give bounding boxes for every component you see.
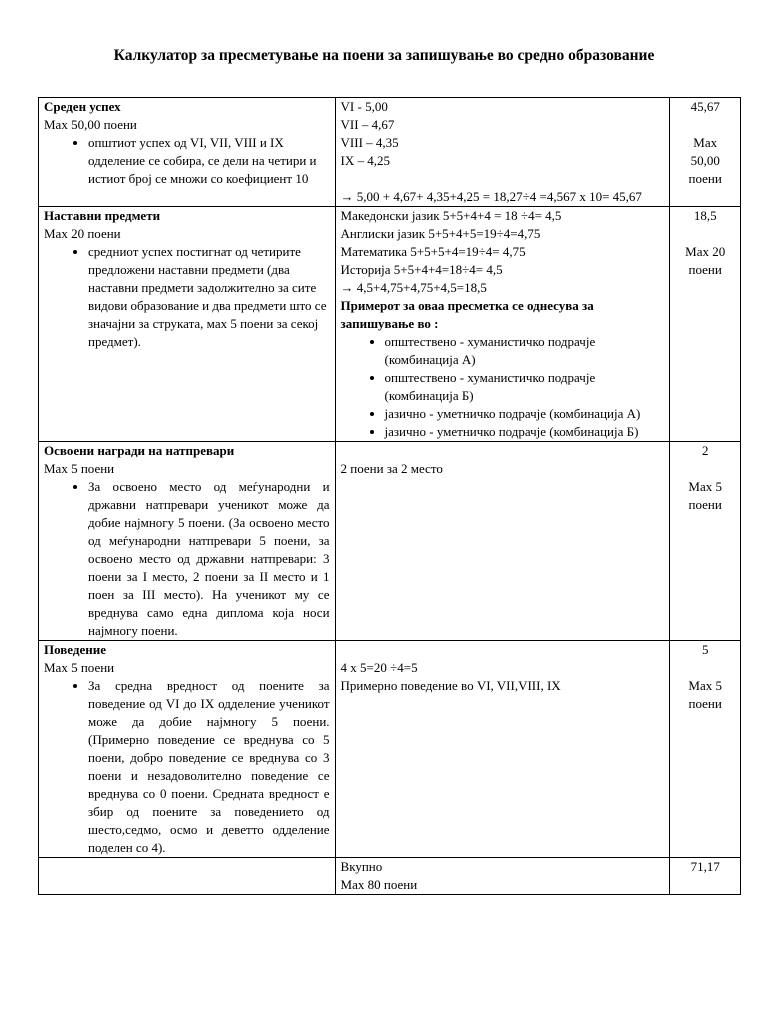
criterion-description (44, 134, 330, 188)
list-item: • јазично - уметничко подрачје (комбинација Б) (385, 423, 665, 441)
list-item: • средниот успех постигнат од четирите предложени наставни предмети (два наставни предмети задолжително за сите видови образование и два предмети што се значајни за струката, мах 5 поени за секој предмет). (88, 243, 330, 351)
list-item: • општиот успех од VI, VII, VIII и IX одделение се собира, се дели на четири и истиот број се множи со коефициент 10 (88, 134, 330, 188)
calculation-cell (335, 442, 670, 641)
total-max: Max 80 поени (340, 877, 418, 892)
criterion-max: Max 50,00 поени (44, 117, 137, 132)
list-item: • јазично - уметничко подрачје (комбинација А) (385, 405, 665, 423)
page-title: Калкулатор за пресметување на поени за запишување во средно образование (113, 47, 655, 64)
calc-line: Математика 5+5+5+4=19÷4= 4,75 (340, 244, 526, 259)
note-list (341, 333, 665, 441)
list-item: • За средна вредност од поените за поведение од VI до IX одделение ученикот може да добие најмногу 5 поени. (Примерно поведение се вреднува со 5 поени, добро поведение се вреднува со 3 поени и незадоволително поведение се вреднува со 0 поени. Средната вредност е збир од поените за поведението од шесто,седмо, осмо и деветто одделение поделен со 4). (88, 677, 330, 857)
calc-line: 2 поени за 2 место (340, 461, 443, 476)
criterion-description (44, 478, 330, 640)
total-label-cell (335, 858, 670, 895)
calc-line: VII – 4,67 (340, 117, 395, 132)
calc-line: Англиски јазик 5+5+4+5=19÷4=4,75 (340, 226, 541, 241)
points-table (38, 97, 741, 895)
calc-line: VI - 5,00 (340, 99, 388, 114)
list-item: • општествено - хуманистичко подрачје (комбинација Б) (385, 369, 665, 405)
points-max: поени (688, 262, 722, 277)
points-max: Max (693, 135, 718, 150)
calc-line: VIII – 4,35 (340, 135, 399, 150)
calc-line: → 4,5+4,75+4,75+4,5=18,5 (340, 280, 487, 295)
calc-line: Примерно поведение во VI, VII,VIII, IX (340, 678, 561, 693)
points-max: поени (688, 696, 722, 711)
list-item: • За освоено место од меѓународни и државни натпревари ученикот може да добие најмногу 5 поени. (За освоено место од меѓународни натпревари 5 поени, за освоено место од државни натпревари: 3 поени за I место, 2 поени за II место и 1 поен за III место). На ученикот му се вреднува само една диплома која носи најмногу поени. (88, 478, 330, 640)
list-item: • општествено - хуманистичко подрачје (комбинација А) (385, 333, 665, 369)
criterion-max: Max 5 поени (44, 660, 115, 675)
points-cell (670, 207, 741, 442)
criterion-max: Max 20 поени (44, 226, 121, 241)
points-cell (670, 98, 741, 207)
criterion-heading: Среден успех (44, 99, 121, 114)
table-row (39, 442, 741, 641)
calc-line: Македонски јазик 5+5+4+4 = 18 ÷4= 4,5 (340, 208, 562, 223)
points-max: Max 5 (688, 479, 722, 494)
points-cell (670, 442, 741, 641)
points-max: Max 20 (685, 244, 726, 259)
calculation-cell (335, 98, 670, 207)
calc-line: Историја 5+5+4+4=18÷4= 4,5 (340, 262, 503, 277)
calc-note: Примерот за оваа пресметка се однесува за запишување во : (340, 298, 594, 331)
points-max: поени (688, 497, 722, 512)
criterion-max: Max 5 поени (44, 461, 115, 476)
points-max: Max 5 (688, 678, 722, 693)
criterion-cell (39, 207, 336, 442)
criterion-heading: Наставни предмети (44, 208, 161, 223)
calc-result: → 5,00 + 4,67+ 4,35+4,25 = 18,27÷4 =4,567 x 10= 45,67 (340, 189, 642, 204)
criterion-cell (39, 98, 336, 207)
criterion-cell (39, 641, 336, 858)
calc-line: 4 x 5=20 ÷4=5 (340, 660, 418, 675)
total-points-cell (670, 858, 741, 895)
points-max: 50,00 (690, 153, 720, 168)
points-value: 18,5 (693, 208, 717, 223)
criterion-cell (39, 442, 336, 641)
total-row (39, 858, 741, 895)
criterion-description (44, 677, 330, 857)
points-value: 5 (701, 642, 709, 657)
points-value: 2 (701, 443, 709, 458)
table-row (39, 207, 741, 442)
calculation-cell (335, 641, 670, 858)
points-value: 45,67 (690, 99, 720, 114)
total-label: Вкупно (340, 859, 383, 874)
criterion-heading: Поведение (44, 642, 107, 657)
calc-line: IX – 4,25 (340, 153, 390, 168)
empty-cell (39, 858, 336, 895)
criterion-description (44, 243, 330, 351)
total-points: 71,17 (690, 859, 720, 874)
calculation-cell (335, 207, 670, 442)
table-row (39, 641, 741, 858)
points-max: поени (688, 171, 722, 186)
points-cell (670, 641, 741, 858)
table-row (39, 98, 741, 207)
criterion-heading: Освоени награди на натпревари (44, 443, 235, 458)
